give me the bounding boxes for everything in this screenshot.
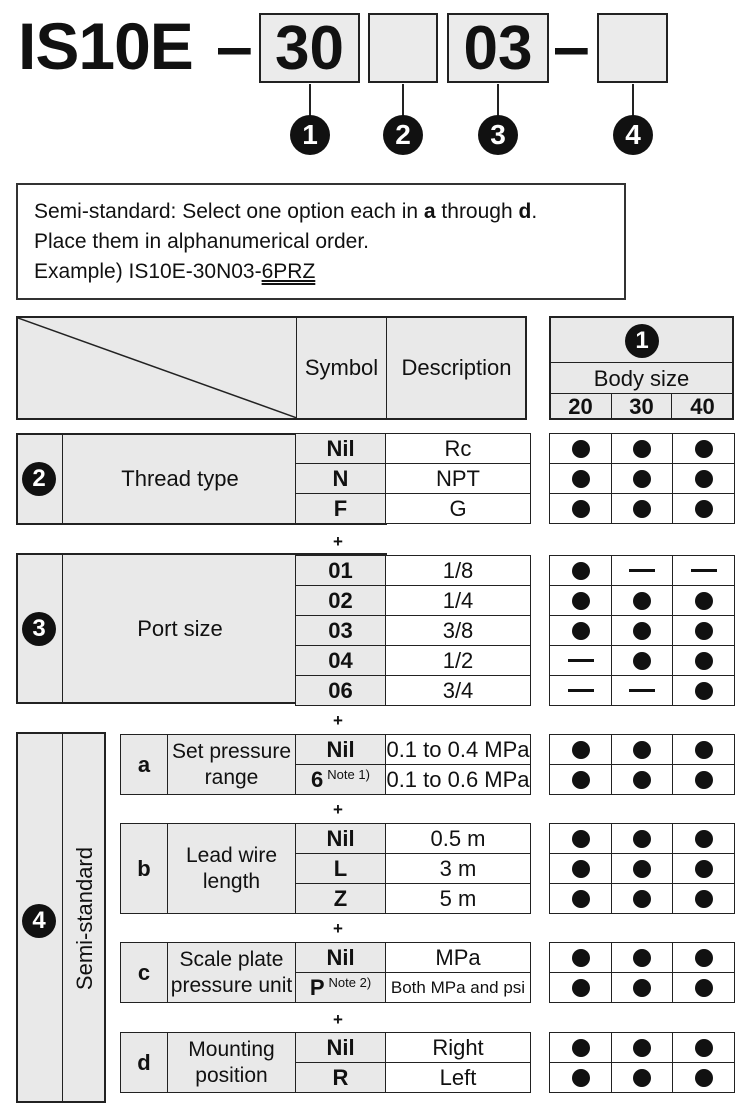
symbol-code: 06 — [328, 677, 353, 703]
available-dot — [633, 592, 651, 610]
unavailable-dash — [568, 689, 594, 692]
availability-cell — [672, 883, 735, 914]
description-cell: 0.1 to 0.6 MPa — [385, 764, 531, 795]
available-dot — [695, 1069, 713, 1087]
description-cell: Rc — [385, 433, 531, 464]
group-label: Scale plate — [179, 947, 284, 971]
available-dot — [695, 470, 713, 488]
code-box-semi-standard — [597, 13, 668, 83]
unavailable-dash — [629, 569, 655, 572]
available-dot — [633, 470, 651, 488]
description-cell: NPT — [385, 463, 531, 494]
availability-cell — [611, 645, 673, 676]
marker-2: 2 — [22, 462, 56, 496]
available-dot — [633, 741, 651, 759]
semi-standard-label: Semi-standard — [71, 846, 97, 991]
group-label-cell — [167, 823, 296, 914]
semi-standard-label-cell — [63, 734, 106, 1103]
available-dot — [695, 592, 713, 610]
available-dot — [572, 830, 590, 848]
available-dot — [572, 741, 590, 759]
group-letter-cell: a — [120, 734, 168, 795]
availability-cell — [611, 823, 673, 854]
available-dot — [633, 979, 651, 997]
availability-cell — [611, 555, 673, 586]
available-dot — [695, 771, 713, 789]
availability-cell — [672, 615, 735, 646]
note-ref: Note 2) — [328, 975, 372, 990]
availability-cell — [672, 942, 735, 973]
available-dot — [695, 500, 713, 518]
symbol-header: Symbol — [296, 316, 387, 420]
availability-cell — [611, 1032, 673, 1063]
size-30: 30 — [611, 393, 672, 420]
symbol-cell — [295, 615, 386, 646]
available-dot — [572, 562, 590, 580]
availability-cell — [549, 645, 612, 676]
available-dot — [633, 440, 651, 458]
marker-2: 2 — [383, 115, 423, 155]
availability-cell — [611, 764, 673, 795]
connector-line — [632, 84, 634, 118]
symbol-cell — [295, 823, 386, 854]
description-header: Description — [401, 355, 512, 380]
group-label: length — [202, 869, 261, 893]
group-label-cell — [167, 942, 296, 1003]
note-line-1: Semi-standard: Select one option each in a through d. — [34, 200, 538, 223]
marker-1: 1 — [625, 324, 659, 358]
marker-3: 3 — [22, 612, 56, 646]
available-dot — [572, 1069, 590, 1087]
table-header — [16, 316, 527, 420]
available-dot — [633, 860, 651, 878]
size-40: 40 — [671, 393, 733, 420]
availability-cell — [549, 433, 612, 464]
description-cell: Left — [385, 1062, 531, 1093]
symbol-code: 04 — [328, 647, 353, 673]
symbol-code: Z — [333, 885, 348, 911]
availability-cell — [611, 675, 673, 706]
available-dot — [695, 860, 713, 878]
description-cell: MPa — [385, 942, 531, 973]
availability-cell — [611, 972, 673, 1003]
availability-cell — [549, 1032, 612, 1063]
description-cell: Both MPa and psi — [385, 972, 531, 1003]
available-dot — [695, 1039, 713, 1057]
availability-cell — [549, 585, 612, 616]
availability-cell — [549, 942, 612, 973]
symbol-cell — [295, 1032, 386, 1063]
group-label: Mounting — [188, 1037, 275, 1061]
group-letter-cell: b — [120, 823, 168, 914]
availability-cell — [672, 645, 735, 676]
availability-cell — [672, 764, 735, 795]
available-dot — [633, 1039, 651, 1057]
availability-cell — [611, 585, 673, 616]
symbol-code: 01 — [328, 557, 353, 583]
section-semi-standard — [16, 732, 106, 1103]
available-dot — [572, 440, 590, 458]
symbol-cell — [295, 585, 386, 616]
availability-cell — [672, 675, 735, 706]
description-cell: 0.5 m — [385, 823, 531, 854]
marker-3: 3 — [478, 115, 518, 155]
symbol-cell — [295, 645, 386, 676]
size-20: 20 — [550, 393, 612, 420]
symbol-cell — [295, 463, 386, 494]
symbol-cell — [295, 493, 386, 524]
availability-cell — [672, 972, 735, 1003]
group-label-cell — [167, 1032, 296, 1093]
group-label: range — [204, 765, 259, 789]
symbol-cell — [295, 764, 386, 795]
group-label: Lead wire — [185, 843, 278, 867]
available-dot — [695, 979, 713, 997]
description-cell: 1/4 — [385, 585, 531, 616]
section-marker-cell — [18, 734, 63, 1103]
symbol-code: 02 — [328, 587, 353, 613]
available-dot — [695, 890, 713, 908]
availability-cell — [672, 463, 735, 494]
symbol-cell — [295, 1062, 386, 1093]
note-line-3: Example) IS10E-30N03-6PRZ — [34, 260, 316, 283]
plus-sign: + — [333, 919, 343, 938]
available-dot — [633, 949, 651, 967]
available-dot — [572, 949, 590, 967]
available-dot — [572, 771, 590, 789]
unavailable-dash — [568, 659, 594, 662]
semi-standard-note — [16, 183, 626, 300]
availability-cell — [672, 493, 735, 524]
unavailable-dash — [691, 569, 717, 572]
available-dot — [695, 622, 713, 640]
available-dot — [572, 470, 590, 488]
description-cell: 3 m — [385, 853, 531, 884]
symbol-cell — [295, 883, 386, 914]
availability-cell — [549, 615, 612, 646]
availability-cell — [549, 734, 612, 765]
availability-cell — [549, 764, 612, 795]
availability-cell — [549, 972, 612, 1003]
description-cell: G — [385, 493, 531, 524]
description-cell: 1/8 — [385, 555, 531, 586]
symbol-cell — [295, 853, 386, 884]
symbol-code: Nil — [326, 435, 355, 461]
symbol-code: 6 — [311, 766, 324, 792]
group-label: Set pressure — [171, 739, 292, 763]
symbol-cell — [295, 675, 386, 706]
availability-cell — [549, 463, 612, 494]
note-ref: Note 1) — [327, 767, 370, 782]
availability-cell — [611, 433, 673, 464]
availability-cell — [672, 1062, 735, 1093]
availability-cell — [549, 883, 612, 914]
availability-cell — [549, 1062, 612, 1093]
available-dot — [633, 830, 651, 848]
available-dot — [572, 1039, 590, 1057]
code-box-body-size: 30 — [259, 13, 360, 83]
availability-cell — [611, 463, 673, 494]
availability-cell — [611, 942, 673, 973]
symbol-code: N — [332, 465, 349, 491]
description-cell: 1/2 — [385, 645, 531, 676]
code-box-port-size: 03 — [447, 13, 549, 83]
plus-sign: + — [333, 711, 343, 730]
availability-cell — [611, 1062, 673, 1093]
available-dot — [572, 890, 590, 908]
group-label: pressure unit — [170, 973, 293, 997]
symbol-code: Nil — [326, 736, 355, 762]
marker-1: 1 — [290, 115, 330, 155]
available-dot — [572, 860, 590, 878]
group-letter-cell: c — [120, 942, 168, 1003]
available-dot — [695, 741, 713, 759]
symbol-code: 03 — [328, 617, 353, 643]
availability-cell — [672, 823, 735, 854]
unavailable-dash — [629, 689, 655, 692]
available-dot — [572, 592, 590, 610]
availability-cell — [549, 853, 612, 884]
symbol-cell — [295, 734, 386, 765]
section-marker-cell — [18, 435, 63, 523]
marker-4: 4 — [613, 115, 653, 155]
marker-4: 4 — [22, 904, 56, 938]
plus-sign: + — [333, 800, 343, 819]
symbol-code: Nil — [326, 944, 355, 970]
description-cell: Right — [385, 1032, 531, 1063]
availability-cell — [549, 493, 612, 524]
availability-cell — [611, 853, 673, 884]
available-dot — [633, 1069, 651, 1087]
symbol-cell — [295, 555, 386, 586]
body-size-label: Body size — [593, 366, 690, 391]
description-cell: 3/8 — [385, 615, 531, 646]
note-line-2: Place them in alphanumerical order. — [34, 230, 370, 253]
description-cell: 0.1 to 0.4 MPa — [385, 734, 531, 765]
available-dot — [695, 652, 713, 670]
availability-cell — [611, 883, 673, 914]
available-dot — [572, 500, 590, 518]
symbol-code: P — [309, 974, 325, 1000]
plus-sign: + — [333, 1010, 343, 1029]
group-label-cell — [167, 734, 296, 795]
separator-dash: – — [216, 9, 253, 83]
availability-cell — [672, 853, 735, 884]
model-prefix: IS10E — [18, 9, 193, 83]
symbol-cell — [295, 433, 386, 464]
code-box-thread-type — [368, 13, 438, 83]
available-dot — [633, 771, 651, 789]
availability-cell — [611, 734, 673, 765]
available-dot — [695, 949, 713, 967]
plus-sign: + — [333, 532, 343, 551]
availability-cell — [672, 1032, 735, 1063]
symbol-code: L — [333, 855, 348, 881]
available-dot — [695, 440, 713, 458]
symbol-cell — [295, 942, 386, 973]
availability-cell — [549, 823, 612, 854]
section-marker-cell — [18, 555, 63, 702]
availability-cell — [549, 675, 612, 706]
symbol-cell — [295, 972, 386, 1003]
section-label: Port size — [63, 555, 297, 702]
availability-cell — [611, 615, 673, 646]
availability-cell — [611, 493, 673, 524]
separator-dash: – — [553, 9, 590, 83]
available-dot — [633, 890, 651, 908]
symbol-code: Nil — [326, 1034, 355, 1060]
available-dot — [572, 979, 590, 997]
group-label: position — [195, 1063, 268, 1087]
symbol-code: Nil — [326, 825, 355, 851]
diagonal-line — [18, 318, 297, 418]
available-dot — [695, 682, 713, 700]
availability-cell — [672, 433, 735, 464]
availability-cell — [549, 555, 612, 586]
symbol-code: R — [332, 1064, 349, 1090]
available-dot — [633, 652, 651, 670]
connector-line — [497, 84, 499, 118]
available-dot — [572, 622, 590, 640]
description-cell: 3/4 — [385, 675, 531, 706]
body-size-header — [549, 316, 734, 420]
connector-line — [402, 84, 404, 118]
divider — [551, 362, 732, 363]
available-dot — [633, 500, 651, 518]
availability-cell — [672, 585, 735, 616]
section-label: Thread type — [63, 435, 297, 523]
symbol-code: F — [333, 495, 348, 521]
availability-cell — [672, 734, 735, 765]
available-dot — [633, 622, 651, 640]
group-letter-cell: d — [120, 1032, 168, 1093]
availability-cell — [672, 555, 735, 586]
available-dot — [695, 830, 713, 848]
connector-line — [309, 84, 311, 118]
description-cell: 5 m — [385, 883, 531, 914]
